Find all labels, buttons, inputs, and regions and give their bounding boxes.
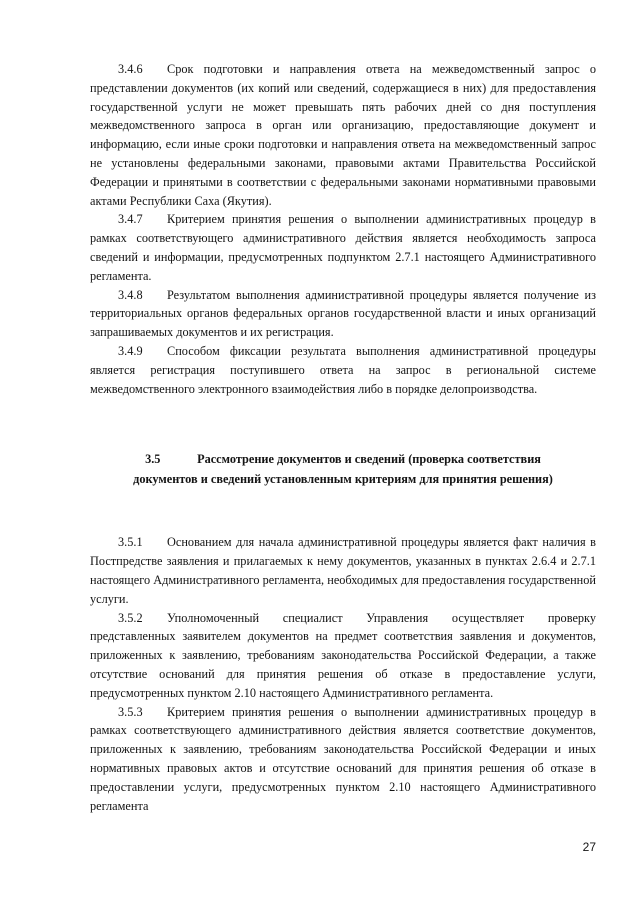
page-number: 27 — [582, 840, 596, 854]
paragraph-number: 3.4.7 — [118, 212, 143, 227]
paragraph-3-4-6 — [90, 60, 596, 210]
paragraph-number: 3.4.6 — [118, 62, 143, 76]
paragraph-number: 3.5.1 — [118, 535, 143, 550]
paragraph-text: Критерием принятия решения о выполнении административных процедур в рамках соответствующего административного действия является соответствие документов, приложенных к заявлению, требованиям законодательства Российской Федерации и иных нормативных правовых актов и отсутствие оснований для принятия решения об отказе в предоставлении услуги, предусмотренных пунктом 2.10 настоящего Административного регламента — [90, 704, 596, 813]
section-number: 3.5 — [145, 452, 161, 467]
paragraph-3-5-3 — [90, 703, 596, 816]
paragraph-number: 3.5.3 — [118, 704, 143, 719]
paragraph-3-5-2 — [90, 609, 596, 703]
paragraph-3-5-1 — [90, 533, 596, 608]
paragraph-group-bottom — [90, 533, 596, 815]
paragraph-text: Способом фиксации результата выполнения административной процедуры является регистрация поступившего ответа на запрос в региональной системе межведомственного электронного взаимодействия либо в порядке делопроизводства. — [90, 343, 596, 396]
section-heading-3-5 — [90, 450, 596, 489]
paragraph-group-top — [90, 60, 596, 398]
paragraph-3-4-9 — [90, 342, 596, 398]
paragraph-text: Основанием для начала административной процедуры является факт наличия в Постпредстве заявления и прилагаемых к нему документов, указанных в пунктах 2.6.4 и 2.7.1 настоящего Административного регламента, необходимых для предоставления государственной услуги. — [90, 535, 596, 606]
paragraph-text: Результатом выполнения административной процедуры является получение из территориальных органов федеральных органов государственной власти и иных организаций запрашиваемых документов и их регистрация. — [90, 287, 596, 340]
paragraph-number: 3.5.2 — [118, 610, 143, 625]
section-title-line-1: Рассмотрение документов и сведений (проверка соответствия — [197, 452, 541, 467]
paragraph-3-4-8 — [90, 286, 596, 342]
paragraph-number: 3.4.9 — [118, 343, 143, 358]
paragraph-text: Критерием принятия решения о выполнении административных процедур в рамках соответствующего административного действия является необходимость запроса сведений и информации, предусмотренных подпунктом 2.7.1 настоящего Административного регламента. — [90, 212, 596, 283]
paragraph-3-4-7 — [90, 210, 596, 285]
paragraph-text: Уполномоченный специалист Управления осуществляет проверку представленных заявителем документов на предмет соответствия заявления и документов, приложенных к заявлению, требованиям законодательства Российской Федерации, а также отсутствие оснований для принятия решения об отказе в предоставление услуги, предусмотренных пунктом 2.10 настоящего Административного регламента. — [90, 610, 596, 700]
paragraph-number: 3.4.8 — [118, 287, 143, 302]
paragraph-text: Срок подготовки и направления ответа на межведомственный запрос о представлении документов (их копий или сведений, содержащиеся в них) для предоставления государственной услуги не может превышать пять рабочих дней со дня поступления межведомственного запроса в орган или организацию, предоставляющие документ и информацию, если иные сроки подготовки и направления ответа на межведомственный запрос не установлены федеральными законами, правовыми актами Правительства Российской Федерации и принятыми в соответствии с федеральными законами нормативными правовыми актами Республики Саха (Якутия). — [90, 62, 596, 208]
section-title-line-2: документов и сведений установленным критериям для принятия решения) — [133, 471, 553, 486]
